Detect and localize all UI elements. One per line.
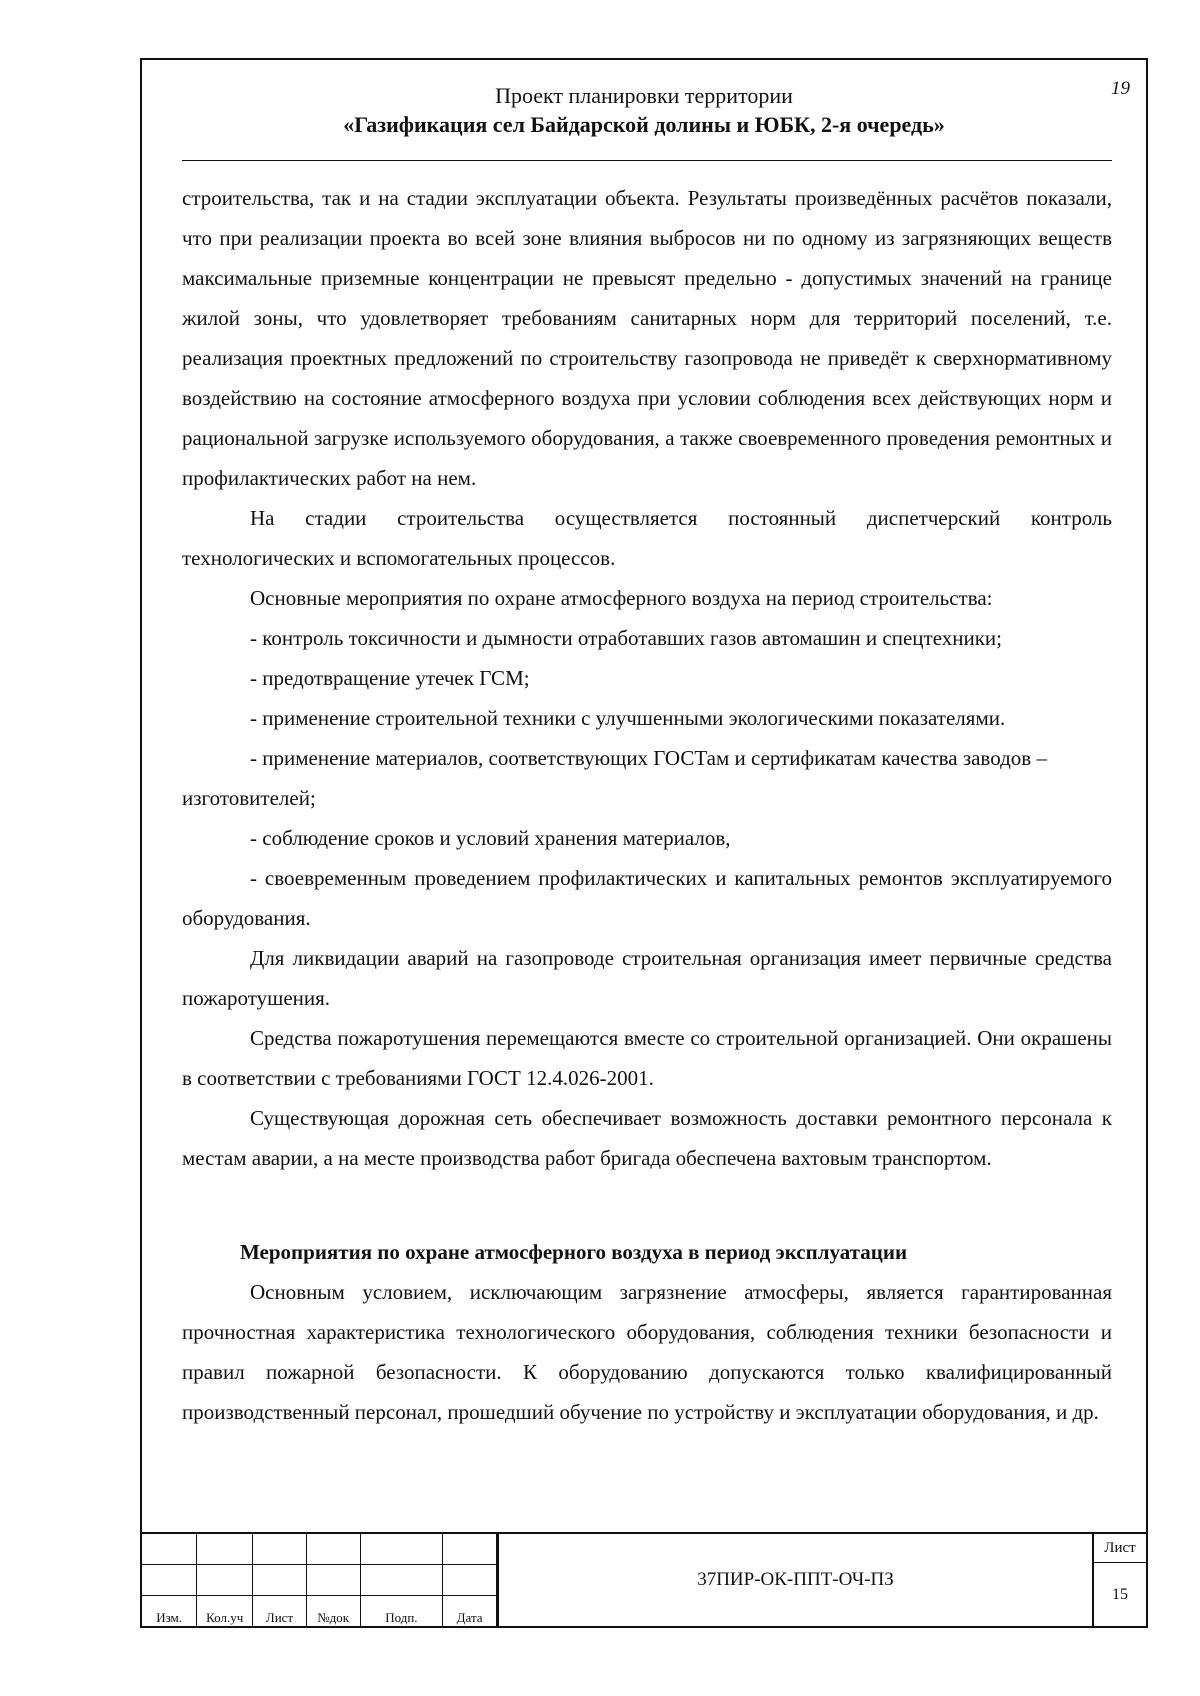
- paragraph-1: строительства, так и на стадии эксплуатации объекта. Результаты произведённых расчётов показали, что при реализации проекта во всей зоне влияния выбросов ни по одному из загрязняющих веществ максимальные приземные концентрации не превысят предельно - допустимых значений на границе жилой зоны, что удовлетворяет требованиям санитарных норм для территорий поселений, т.е. реализация проектных предложений по строительству газопровода не приведёт к сверхнормативному воздействию на состояние атмосферного воздуха при условии соблюдения всех действующих норм и рациональной загрузке используемого оборудования, а также своевременного проведения ремонтных и профилактических работ на нем.: [182, 186, 1112, 490]
- title-block: [142, 1532, 1146, 1626]
- col-header-sheet: Лист: [253, 1596, 307, 1627]
- col-header-quantity: Кол.уч: [197, 1596, 253, 1627]
- list-item-1: - контроль токсичности и дымности отработавших газов автомашин и спецтехники;: [250, 626, 1002, 650]
- col-header-revision: Изм.: [142, 1596, 197, 1627]
- header-line-2: «Газификация сел Байдарской долины и ЮБК, 2-я очередь»: [343, 112, 945, 137]
- document-header: [142, 82, 1146, 140]
- paragraph-3: Основные мероприятия по охране атмосферного воздуха на период строительства:: [250, 586, 993, 610]
- list-item-3: - применение строительной техники с улучшенными экологическими показателями.: [250, 706, 1006, 730]
- list-item-5: - соблюдение сроков и условий хранения материалов,: [250, 826, 731, 850]
- page-frame: [140, 58, 1148, 1628]
- header-rule: [182, 160, 1112, 161]
- list-item-2: - предотвращение утечек ГСМ;: [250, 666, 530, 690]
- paragraph-4: Для ликвидации аварий на газопроводе строительная организация имеет первичные средства пожаротушения.: [182, 946, 1112, 1010]
- list-item-4: - применение материалов, соответствующих ГОСТам и сертификатам качества заводов – изготовителей;: [182, 746, 1047, 810]
- section-title: Мероприятия по охране атмосферного воздуха в период эксплуатации: [240, 1240, 908, 1264]
- paragraph-5: Средства пожаротушения перемещаются вместе со строительной организацией. Они окрашены в соответствии с требованиями ГОСТ 12.4.026-2001.: [182, 1026, 1112, 1090]
- page-number: 19: [1111, 78, 1130, 99]
- col-header-doc-number: №док: [306, 1596, 360, 1627]
- table-header-row: [142, 1596, 497, 1627]
- list-item-6: - своевременным проведением профилактических и капитальных ремонтов эксплуатируемого оборудования.: [182, 866, 1112, 930]
- sheet-number: 15: [1112, 1586, 1128, 1603]
- paragraph-2: На стадии строительства осуществляется постоянный диспетчерский контроль технологических и вспомогательных процессов.: [182, 506, 1112, 570]
- section-gap: [182, 1178, 1112, 1232]
- paragraph-6: Существующая дорожная сеть обеспечивает возможность доставки ремонтного персонала к местам аварии, а на месте производства работ бригада обеспечена вахтовым транспортом.: [182, 1106, 1112, 1170]
- document-code: 37ПИР-ОК-ППТ-ОЧ-ПЗ: [497, 1534, 1094, 1626]
- document-body: [182, 178, 1112, 1432]
- sheet-label: Лист: [1094, 1534, 1146, 1563]
- col-header-date: Дата: [443, 1596, 497, 1627]
- table-row: [142, 1534, 497, 1565]
- revision-table: [142, 1534, 497, 1626]
- paragraph-7: Основным условием, исключающим загрязнение атмосферы, является гарантированная прочностная характеристика технологического оборудования, соблюдения техники безопасности и правил пожарной безопасности. К оборудованию допускаются только квалифицированный производственный персонал, прошедший обучение по устройству и эксплуатации оборудования, и др.: [182, 1280, 1112, 1424]
- table-row: [142, 1565, 497, 1596]
- col-header-signature: Подп.: [360, 1596, 443, 1627]
- header-line-1: Проект планировки территории: [495, 83, 793, 108]
